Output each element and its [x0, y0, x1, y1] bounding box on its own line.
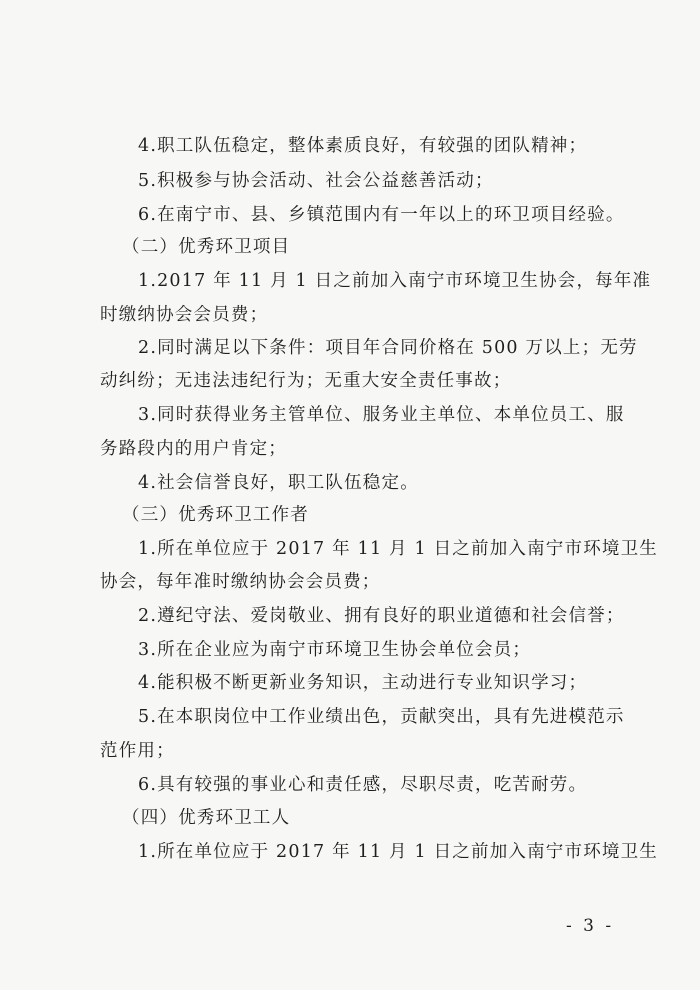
paragraph-line: 时缴纳协会会员费； — [100, 305, 269, 325]
paragraph-line: 1.所在单位应于 2017 年 11 月 1 日之前加入南宁市环境卫生 — [138, 842, 659, 862]
page-number: - 3 - — [566, 916, 615, 936]
paragraph-line: 2.同时满足以下条件：项目年合同价格在 500 万以上；无劳 — [138, 338, 638, 358]
paragraph-line: 4.职工队伍稳定，整体素质良好，有较强的团队精神； — [138, 136, 588, 156]
section-heading: （三）优秀环卫工作者 — [122, 505, 309, 525]
paragraph-line: 5.积极参与协会活动、社会公益慈善活动； — [138, 171, 494, 191]
paragraph-line: 6.在南宁市、县、乡镇范围内有一年以上的环卫项目经验。 — [138, 205, 625, 225]
paragraph-line: 2.遵纪守法、爱岗敬业、拥有良好的职业道德和社会信誉； — [138, 606, 625, 626]
paragraph-line: 1.所在单位应于 2017 年 11 月 1 日之前加入南宁市环境卫生 — [138, 539, 659, 559]
paragraph-line: 6.具有较强的事业心和责任感，尽职尽责，吃苦耐劳。 — [138, 775, 588, 795]
paragraph-line: 3.同时获得业务主管单位、服务业主单位、本单位员工、服 — [138, 405, 625, 425]
paragraph-line: 协会，每年准时缴纳协会会员费； — [100, 572, 381, 592]
paragraph-line: 范作用； — [100, 741, 175, 761]
paragraph-line: 4.能积极不断更新业务知识，主动进行专业知识学习； — [138, 673, 588, 693]
paragraph-line: 1.2017 年 11 月 1 日之前加入南宁市环境卫生协会，每年准 — [138, 271, 652, 291]
paragraph-line: 3.所在企业应为南宁市环境卫生协会单位会员； — [138, 640, 532, 660]
paragraph-line: 4.社会信誉良好，职工队伍稳定。 — [138, 473, 419, 493]
paragraph-line: 5.在本职岗位中工作业绩出色，贡献突出，具有先进模范示 — [138, 707, 625, 727]
section-heading: （二）优秀环卫项目 — [122, 237, 291, 257]
paragraph-line: 动纠纷；无违法违纪行为；无重大安全责任事故； — [100, 371, 512, 391]
section-heading: （四）优秀环卫工人 — [122, 808, 291, 828]
paragraph-line: 务路段内的用户肯定； — [100, 439, 287, 459]
